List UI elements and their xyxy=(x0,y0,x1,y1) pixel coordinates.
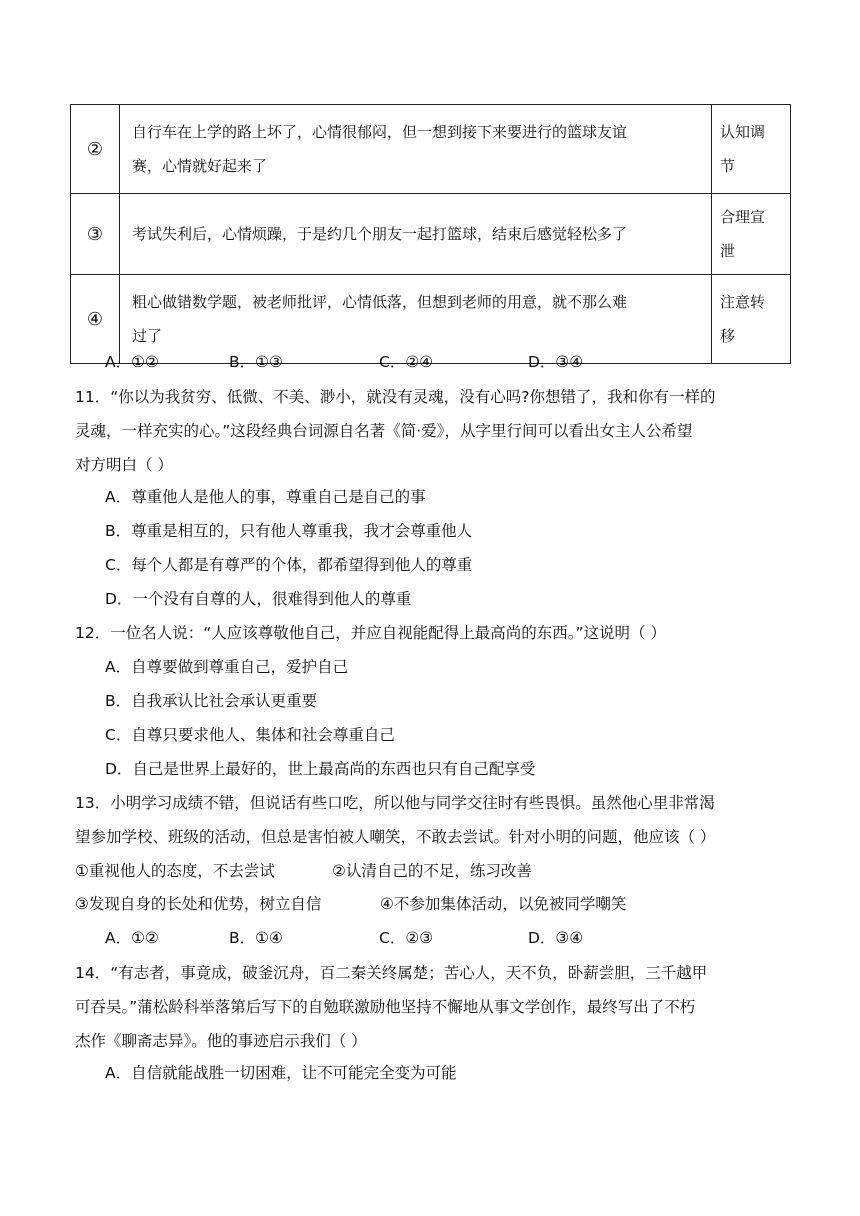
q13-option-b: B．①④ xyxy=(229,929,283,947)
q13-option-c: C．②③ xyxy=(379,929,434,947)
row-description xyxy=(120,194,712,275)
description-line: 考试失利后，心情烦躁，于是约几个朋友一起打篮球，结束后感觉轻松多了 xyxy=(132,225,628,243)
row-number: ④ xyxy=(71,275,120,364)
method-line: 认知调 xyxy=(720,123,766,141)
q13-item-1: ①重视他人的态度，不去尝试 xyxy=(75,862,275,880)
q11-option-d: D．一个没有自尊的人，很难得到他人的尊重 xyxy=(105,590,412,608)
row-method xyxy=(712,194,791,275)
method-line: 节 xyxy=(720,157,736,175)
row-number: ③ xyxy=(71,194,120,275)
method-line: 移 xyxy=(720,327,736,345)
q10-option-c: C．②④ xyxy=(379,353,434,371)
method-line: 泄 xyxy=(720,242,736,260)
q13-item-3: ③发现自身的长处和优势，树立自信 xyxy=(75,895,322,913)
q10-option-d: D．③④ xyxy=(528,353,584,371)
q11-option-a: A．尊重他人是他人的事，尊重自己是自己的事 xyxy=(105,488,426,506)
q13-stem-line: 望参加学校、班级的活动，但总是害怕被人嘲笑，不敢去尝试。针对小明的问题，他应该（ ） xyxy=(75,828,716,846)
q12-option-b: B．自我承认比社会承认更重要 xyxy=(105,692,318,710)
description-line: 粗心做错数学题，被老师批评，心情低落，但想到老师的用意，就不那么难 xyxy=(132,293,628,311)
q10-option-b: B．①③ xyxy=(229,353,283,371)
q11-stem-line: 11．“你以为我贫穷、低微、不美、渺小，就没有灵魂，没有心吗?你想错了，我和你有一样的 xyxy=(75,388,716,406)
q11-option-b: B．尊重是相互的，只有他人尊重我，我才会尊重他人 xyxy=(105,522,473,540)
q13-option-a: A．①② xyxy=(105,929,159,947)
row-number: ② xyxy=(71,105,120,194)
method-line: 合理宣 xyxy=(720,208,766,226)
q13-item-4: ④不参加集体活动，以免被同学嘲笑 xyxy=(380,895,627,913)
description-line: 过了 xyxy=(132,327,163,345)
row-description xyxy=(120,105,712,194)
q12-option-c: C．自尊只要求他人、集体和社会尊重自己 xyxy=(105,726,395,744)
q14-stem-line: 杰作《聊斋志异》。他的事迹启示我们（ ） xyxy=(75,1032,367,1050)
q13-stem-line: 13．小明学习成绩不错，但说话有些口吃，所以他与同学交往时有些畏惧。虽然他心里非常渴 xyxy=(75,794,715,812)
description-line: 自行车在上学的路上坏了，心情很郁闷，但一想到接下来要进行的篮球友谊 xyxy=(132,123,628,141)
method-line: 注意转 xyxy=(720,293,766,311)
table-row xyxy=(71,105,791,194)
q13-option-d: D．③④ xyxy=(528,929,584,947)
q11-stem-line: 对方明白（ ） xyxy=(75,456,173,474)
q14-stem-line: 14．“有志者，事竟成，破釜沉舟，百二秦关终属楚；苦心人，天不负，卧薪尝胆，三千越甲 xyxy=(75,964,708,982)
emotion-regulation-table xyxy=(70,104,791,364)
q12-stem-line: 12．一位名人说：“人应该尊敬他自己，并应自视能配得上最高尚的东西。”这说明（ ） xyxy=(75,624,666,642)
table-row xyxy=(71,194,791,275)
q13-item-2: ②认清自己的不足，练习改善 xyxy=(332,862,532,880)
q10-option-a: A．①② xyxy=(105,353,159,371)
q12-option-d: D．自己是世界上最好的，世上最高尚的东西也只有自己配享受 xyxy=(105,760,536,778)
q14-stem-line: 可吞吴。”蒲松龄科举落第后写下的自勉联激励他坚持不懈地从事文学创作，最终写出了不朽 xyxy=(75,998,696,1016)
row-method xyxy=(712,105,791,194)
q11-option-c: C．每个人都是有尊严的个体，都希望得到他人的尊重 xyxy=(105,556,473,574)
q12-option-a: A．自尊要做到尊重自己，爱护自己 xyxy=(105,658,349,676)
q14-option-a: A．自信就能战胜一切困难，让不可能完全变为可能 xyxy=(105,1064,457,1082)
q11-stem-line: 灵魂，一样充实的心。”这段经典台词源自名著《简·爱》，从字里行间可以看出女主人公希望 xyxy=(75,422,693,440)
row-method xyxy=(712,275,791,364)
description-line: 赛，心情就好起来了 xyxy=(132,157,268,175)
